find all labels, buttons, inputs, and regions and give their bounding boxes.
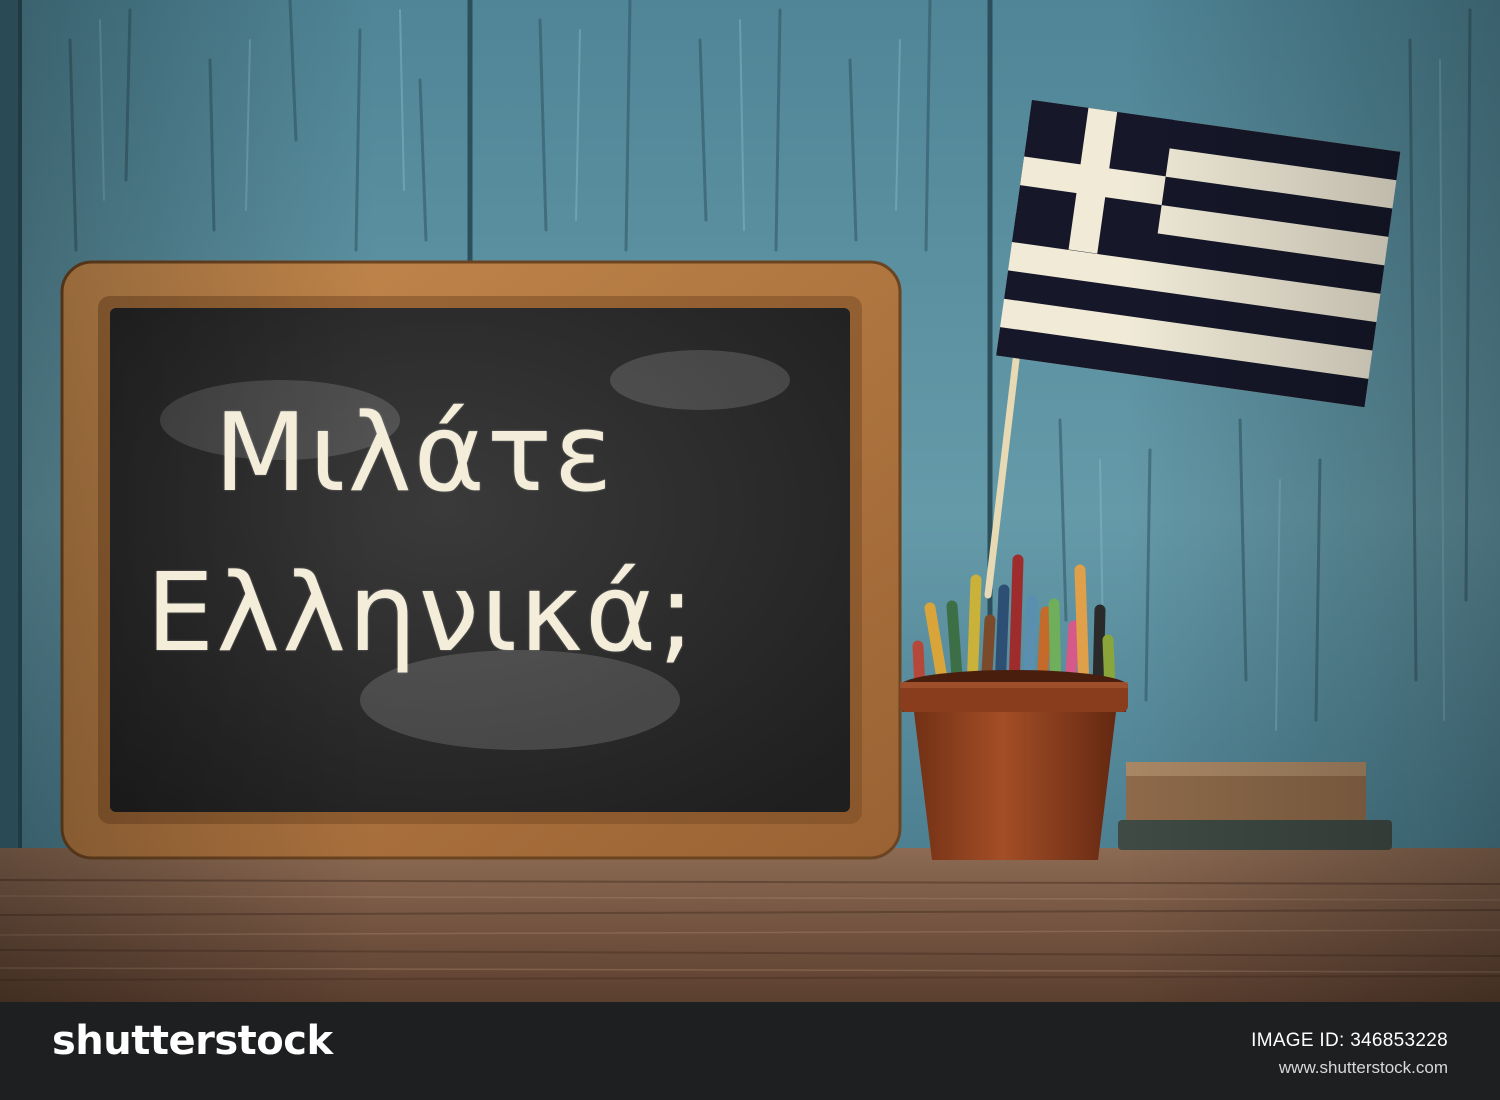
image-id-label: IMAGE ID: 346853228	[1251, 1030, 1448, 1051]
chalk-text-line-1: Μιλάτε	[214, 391, 615, 516]
site-url: www.shutterstock.com	[1278, 1058, 1448, 1077]
chalk-text-line-2: Ελληνικά;	[146, 551, 697, 676]
brand-logo: shutterstock	[52, 1018, 333, 1064]
